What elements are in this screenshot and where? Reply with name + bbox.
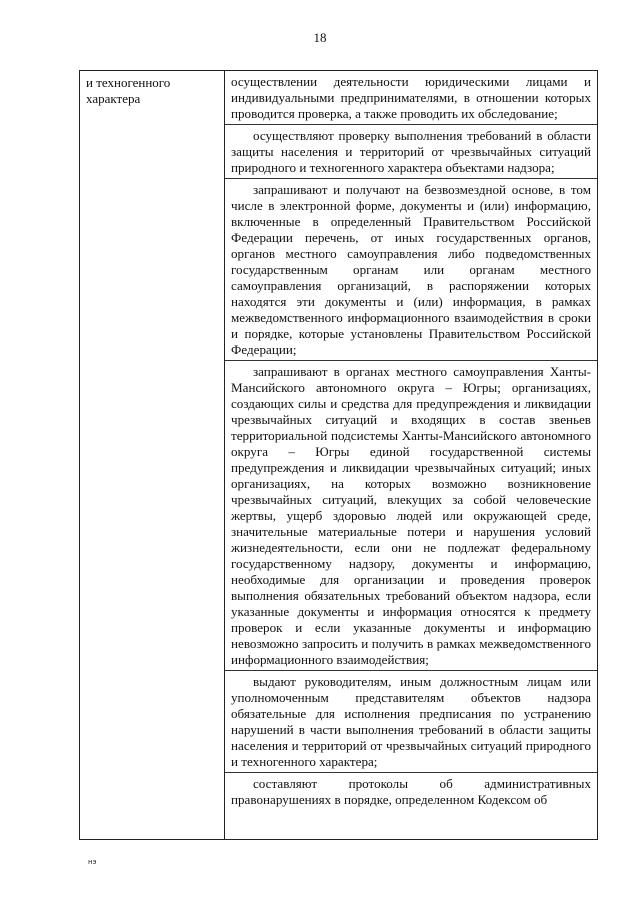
paragraph-obsledovanie: осуществлении деятельности юридическими лицами и индивидуальными предпринимателями, в отношении которых проводится проверка, а также проводить их обследование;: [225, 71, 597, 125]
left-cell-line: и техногенного: [86, 75, 171, 90]
paragraph-sostavlyayut-protokoly: составляют протоколы об административных правонарушениях в порядке, определенном Кодексом об: [231, 776, 591, 807]
paragraph-zaprashivayut-organy: запрашивают в органах местного самоуправления Ханты-Мансийского автономного округа – Югры; организациях, создающих силы и средства для предупреждения и ликвидации чрезвычайных ситуаций и входящих в состав звеньев территориальной подсистемы Ханты-Мансийского автономного округа – Югры единой государственной системы предупреждения и ликвидации чрезвычайных ситуаций; иных организациях, на которых возможно возникновение чрезвычайных ситуаций, влекущих за собой человеческие жертвы, ущерб здоровью людей или окружающей среде, значительные материальные потери и нарушения условий жизнедеятельности, если они не подлежат федеральному государственному надзору, документы и информацию, необходимые для организации и проведения проверок выполнения обязательных требований объектом надзора, если указанные документы и информация относятся к предмету проверок и если указанные документы и информацию невозможно запросить и получить в рамках межведомственного информационного взаимодействия;: [225, 361, 597, 671]
document-table: [79, 70, 598, 840]
right-cell: [225, 71, 597, 839]
corner-mark: нэ: [88, 858, 97, 866]
left-cell: [86, 75, 220, 106]
paragraph-zaprashivayut-poluchayut: запрашивают и получают на безвозмездной основе, в том числе в электронной форме, документы и (или) информацию, включенные в определенный Правительством Российской Федерации перечень, от иных государственных органов, органов местного самоуправления либо подведомственных государственным органам или органам местного самоуправления организаций, в распоряжении которых находятся эти документы и (или) информация, в рамках межведомственного информационного взаимодействия в сроки и порядке, которые установлены Правительством Российской Федерации;: [225, 179, 597, 361]
paragraph-proverka: осуществляют проверку выполнения требований в области защиты населения и территорий от чрезвычайных ситуаций природного и техногенного характера объектами надзора;: [225, 125, 597, 179]
left-cell-line: характера: [86, 90, 141, 106]
paragraph-vydayut-predpisaniya: выдают руководителям, иным должностным лицам или уполномоченным представителям объектов надзора обязательные для исполнения предписания по устранению нарушений в части выполнения требований в области защиты населения и территорий от чрезвычайных ситуаций природного и техногенного характера;: [225, 671, 597, 773]
page-number: 18: [313, 30, 327, 45]
